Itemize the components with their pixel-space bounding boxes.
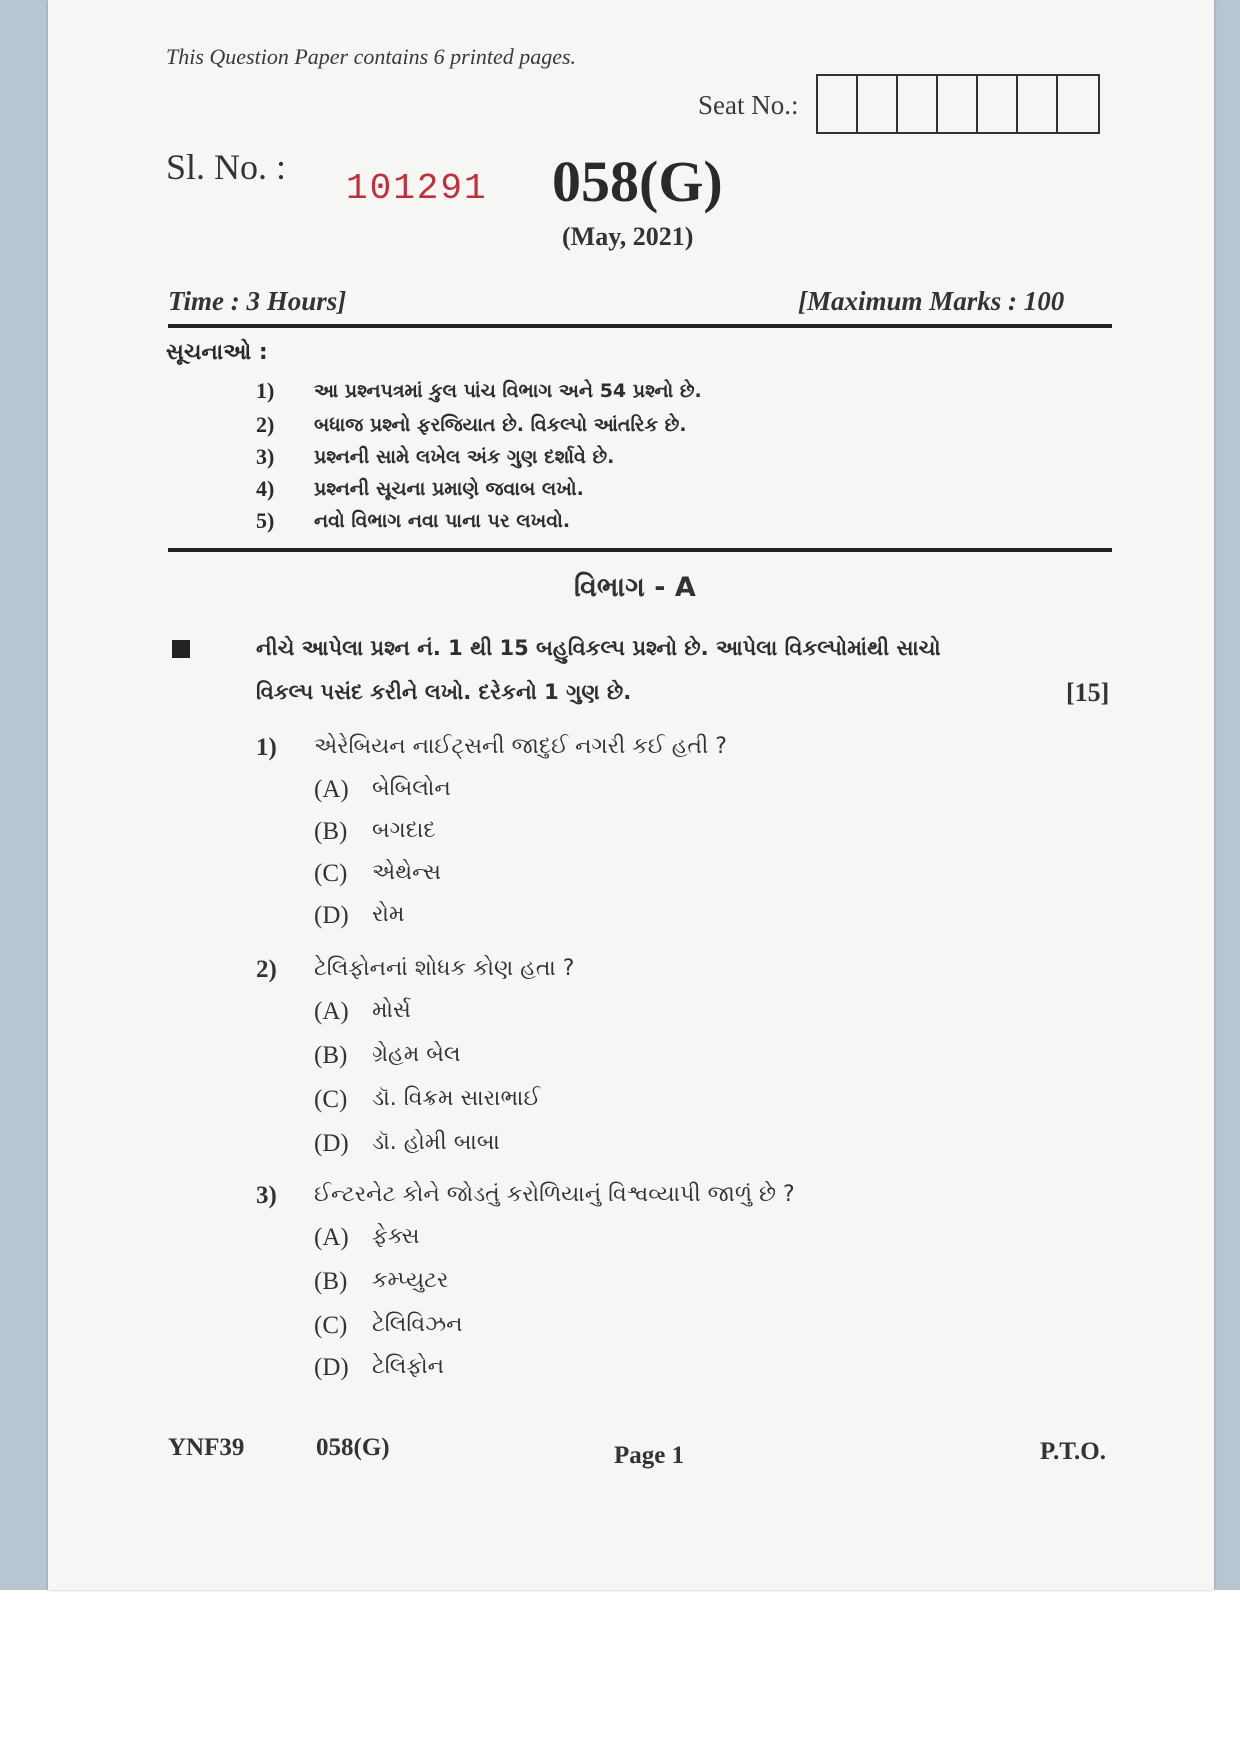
option-text: રોમ [372, 902, 405, 927]
option-letter: (A) [314, 1224, 349, 1251]
seat-number-box [978, 76, 1018, 132]
option-text: કમ્પ્યુટર [372, 1268, 449, 1293]
question-number: 2) [256, 956, 277, 983]
option-text: બેબિલોન [372, 776, 451, 801]
option-text: ડૉ. વિક્રમ સારાભાઈ [372, 1086, 541, 1111]
option-letter: (B) [314, 1042, 348, 1069]
question-text: એરેબિયન નાઈટ્સની જાદુઈ નગરી કઈ હતી ? [314, 734, 727, 759]
exam-date: (May, 2021) [562, 222, 694, 251]
instruction-text: પ્રશ્નની સામે લખેલ અંક ગુણ દર્શાવે છે. [314, 446, 615, 468]
option-letter: (D) [314, 1130, 349, 1157]
square-bullet-icon [172, 640, 190, 658]
option-text: ટેલિવિઝન [372, 1312, 463, 1337]
instruction-number: 2) [256, 412, 275, 437]
option-letter: (C) [314, 1312, 348, 1339]
option-letter: (D) [314, 1354, 349, 1381]
option-text: એથેન્સ [372, 860, 441, 885]
seat-number-label: Seat No.: [698, 90, 799, 120]
instructions-heading: સૂચનાઓ : [166, 340, 268, 365]
option-letter: (C) [314, 1086, 348, 1113]
section-instruction-line-1: નીચે આપેલા પ્રશ્ન નં. 1 થી 15 બહુવિકલ્પ પ્રશ્નો છે. આપેલા વિકલ્પોમાંથી સાચો [256, 636, 941, 660]
serial-number-stamp: 101291 [346, 168, 488, 209]
option-letter: (C) [314, 860, 348, 887]
section-instruction-line-2: વિકલ્પ પસંદ કરીને લખો. દરેકનો 1 ગુણ છે. [256, 680, 632, 704]
section-marks: [15] [1066, 678, 1110, 707]
question-number: 1) [256, 734, 277, 761]
instruction-text: બધાજ પ્રશ્નો ફરજિયાત છે. વિકલ્પો આંતરિક છે. [314, 414, 687, 436]
option-text: મોર્સ [372, 998, 411, 1023]
question-text: ઈન્ટરનેટ કોને જોડતું કરોળિયાનું વિશ્વવ્યાપી જાળું છે ? [314, 1182, 795, 1207]
instruction-text: આ પ્રશ્નપત્રમાં કુલ પાંચ વિભાગ અને 54 પ્રશ્નો છે. [314, 380, 702, 402]
seat-number-box [1058, 76, 1098, 132]
instructions-divider [168, 548, 1112, 552]
footer-paper-code: 058(G) [316, 1434, 390, 1461]
seat-number-box [898, 76, 938, 132]
option-letter: (A) [314, 776, 349, 803]
serial-number-label: Sl. No. : [166, 147, 287, 187]
option-letter: (A) [314, 998, 349, 1025]
seat-number-box [858, 76, 898, 132]
exam-duration: Time : 3 Hours] [168, 286, 347, 316]
instruction-text: નવો વિભાગ નવા પાના પર લખવો. [314, 510, 571, 532]
pages-note: This Question Paper contains 6 printed pages. [166, 44, 577, 69]
option-letter: (D) [314, 902, 349, 929]
page-number: Page 1 [614, 1442, 685, 1469]
seat-number-box [938, 76, 978, 132]
seat-number-box [818, 76, 858, 132]
footer-code: YNF39 [168, 1434, 245, 1461]
option-text: ગ્રેહમ બેલ [372, 1042, 461, 1067]
paper-code-title: 058(G) [552, 149, 723, 214]
option-text: ફેક્સ [372, 1224, 420, 1249]
instruction-number: 4) [256, 476, 275, 501]
instruction-text: પ્રશ્નની સૂચના પ્રમાણે જવાબ લખો. [314, 478, 584, 500]
header-divider [168, 324, 1112, 328]
instruction-number: 5) [256, 508, 275, 533]
section-title: વિભાગ - A [574, 572, 696, 603]
seat-number-box [1018, 76, 1058, 132]
option-text: ટેલિફોન [372, 1354, 445, 1379]
maximum-marks: [Maximum Marks : 100 [798, 286, 1065, 316]
option-text: ડૉ. હોમી બાબા [372, 1130, 500, 1155]
question-number: 3) [256, 1182, 277, 1209]
option-text: બગદાદ [372, 818, 436, 843]
instruction-number: 1) [256, 378, 275, 403]
instruction-number: 3) [256, 444, 275, 469]
option-letter: (B) [314, 1268, 348, 1295]
option-letter: (B) [314, 818, 348, 845]
seat-number-boxes [816, 74, 1100, 134]
please-turn-over: P.T.O. [1040, 1438, 1106, 1465]
question-text: ટેલિફોનનાં શોધક કોણ હતા ? [314, 956, 575, 981]
